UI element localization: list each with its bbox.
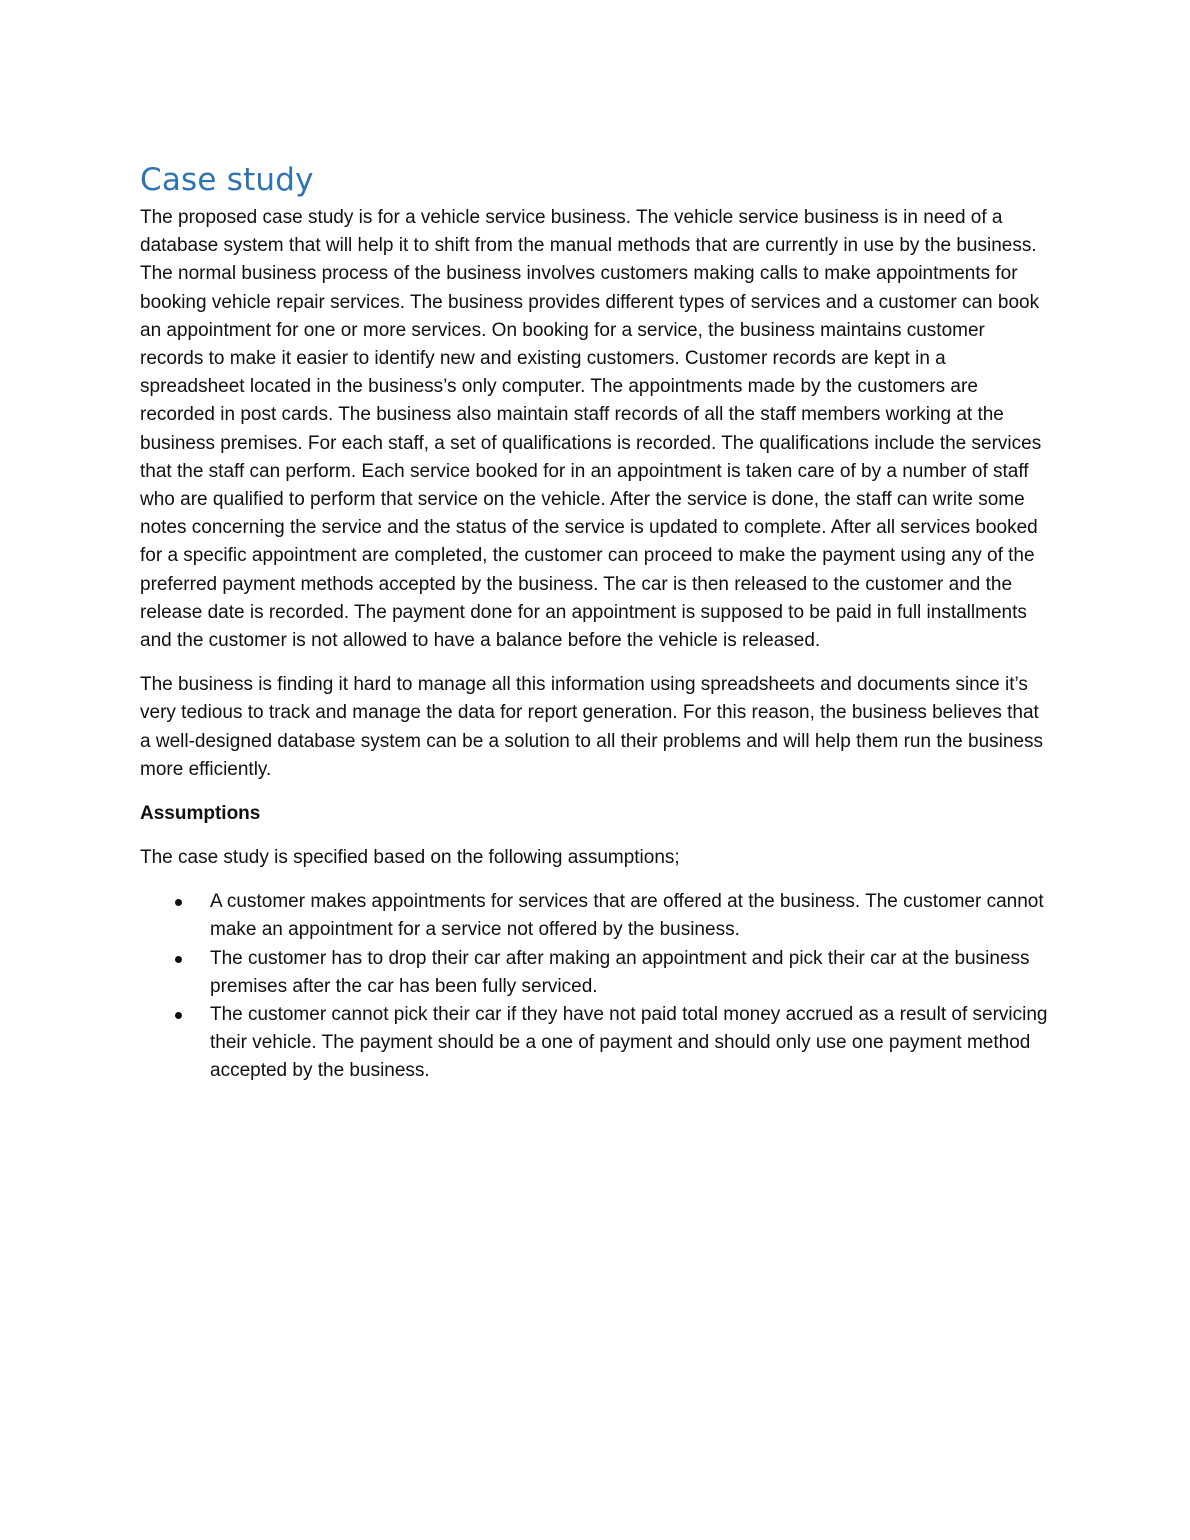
assumptions-intro: The case study is specified based on the following assumptions; [140, 847, 680, 869]
list-item-text: The customer cannot pick their car if they have not paid total money accrued as a result of servicing their vehicle. The payment should be a one of payment and should only use one payment method accepted by the business. [210, 1004, 1048, 1082]
document-body [140, 160, 1050, 1086]
page-title: Case study [140, 162, 314, 198]
assumptions-heading: Assumptions [140, 803, 261, 825]
problem-paragraph: The business is finding it hard to manage all this information using spreadsheets and documents since it’s very tedious to track and manage the data for report generation. For this reason, the business believes that a well-designed database system can be a solution to all their problems and will help them run the business more efficiently. [140, 674, 1044, 780]
assumptions-list [140, 888, 1050, 1085]
bullet-icon [175, 899, 182, 906]
list-item [140, 1001, 1050, 1086]
list-item-text: A customer makes appointments for services that are offered at the business. The customer cannot make an appointment for a service not offered by the business. [210, 891, 1044, 941]
intro-paragraph: The proposed case study is for a vehicle service business. The vehicle service business is in need of a database system that will help it to shift from the manual methods that are currently in use by the business. The normal business process of the business involves customers making calls to make appointments for booking vehicle repair services. The business provides different types of services and a customer can book an appointment for one or more services. On booking for a service, the business maintains customer records to make it easier to identify new and existing customers. Customer records are kept in a spreadsheet located in the business’s only computer. The appointments made by the customers are recorded in post cards. The business also maintain staff records of all the staff members working at the business premises. For each staff, a set of qualifications is recorded. The qualifications include the services that the staff can perform. Each service booked for in an appointment is taken care of by a number of staff who are qualified to perform that service on the vehicle. After the service is done, the staff can write some notes concerning the service and the status of the service is updated to complete. After all services booked for a specific appointment are completed, the customer can proceed to make the payment using any of the preferred payment methods accepted by the business. The car is then released to the customer and the release date is recorded. The payment done for an appointment is supposed to be paid in full installments and the customer is not allowed to have a balance before the vehicle is released. [140, 207, 1042, 652]
bullet-icon [175, 1012, 182, 1019]
list-item [140, 888, 1050, 944]
bullet-icon [175, 956, 182, 963]
list-item [140, 945, 1050, 1001]
list-item-text: The customer has to drop their car after making an appointment and pick their car at the business premises after the car has been fully serviced. [210, 947, 1030, 997]
